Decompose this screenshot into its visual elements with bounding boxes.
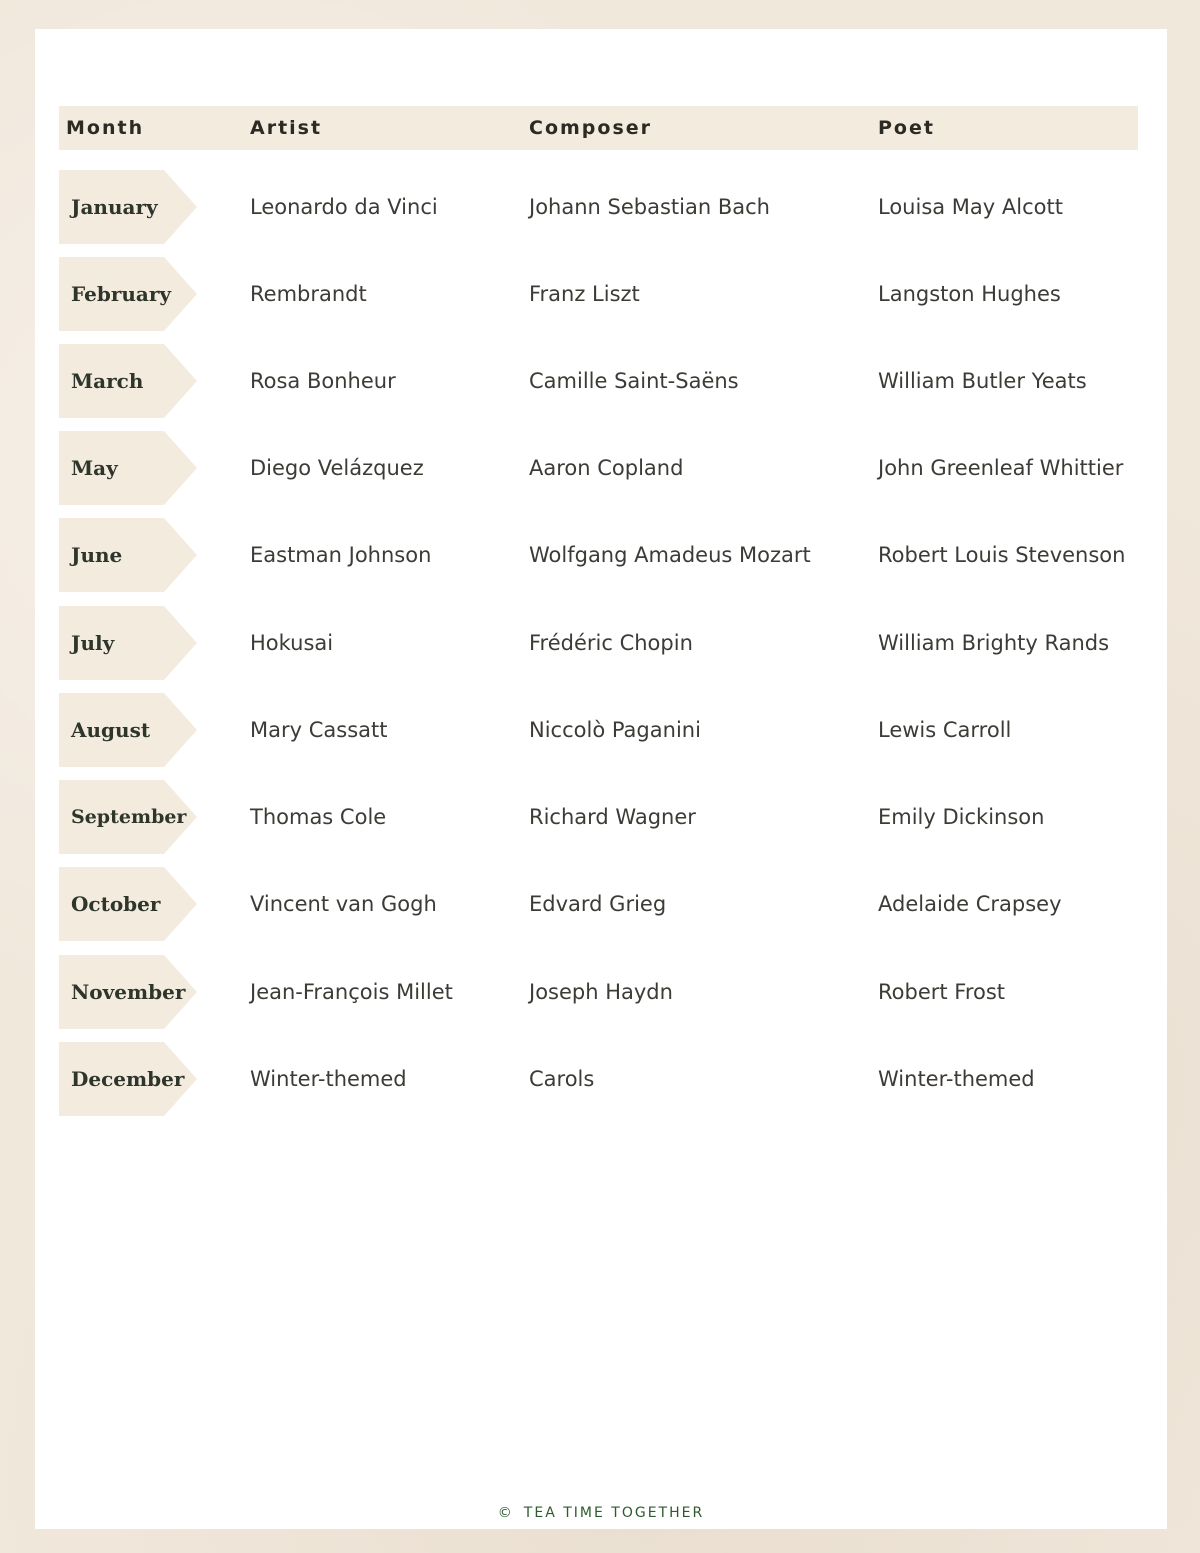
copyright-icon: ©	[497, 1505, 514, 1521]
table-row	[59, 344, 1138, 418]
artist-cell: Leonardo da Vinci	[250, 195, 438, 219]
table-row	[59, 606, 1138, 680]
composer-cell: Aaron Copland	[529, 456, 684, 480]
artist-cell: Vincent van Gogh	[250, 892, 437, 916]
month-label: October	[71, 892, 161, 916]
composer-cell: Camille Saint-Saëns	[529, 369, 739, 393]
table-row	[59, 693, 1138, 767]
header-artist: Artist	[250, 117, 323, 139]
header-composer: Composer	[529, 117, 653, 139]
table-row	[59, 431, 1138, 505]
composer-cell: Joseph Haydn	[529, 980, 673, 1004]
poet-cell: Lewis Carroll	[878, 718, 1012, 742]
month-label: June	[71, 543, 123, 567]
month-label: May	[71, 456, 118, 480]
footer-credit	[35, 1505, 1167, 1521]
month-label: July	[71, 631, 115, 655]
poet-cell: Langston Hughes	[878, 282, 1061, 306]
artist-cell: Rosa Bonheur	[250, 369, 396, 393]
composer-cell: Niccolò Paganini	[529, 718, 701, 742]
artist-cell: Hokusai	[250, 631, 334, 655]
poet-cell: William Brighty Rands	[878, 631, 1110, 655]
month-label: March	[71, 369, 144, 393]
poet-cell: John Greenleaf Whittier	[878, 456, 1124, 480]
composer-cell: Edvard Grieg	[529, 892, 667, 916]
table-row	[59, 170, 1138, 244]
header-month: Month	[66, 117, 145, 139]
composer-cell: Carols	[529, 1067, 595, 1091]
artist-cell: Jean-François Millet	[250, 980, 453, 1004]
footer-brand: TEA TIME TOGETHER	[523, 1505, 705, 1521]
table-row	[59, 867, 1138, 941]
table-row	[59, 955, 1138, 1029]
header-poet: Poet	[878, 117, 935, 139]
artist-cell: Thomas Cole	[250, 805, 387, 829]
month-label: February	[71, 282, 172, 306]
composer-cell: Frédéric Chopin	[529, 631, 693, 655]
composer-cell: Wolfgang Amadeus Mozart	[529, 543, 811, 567]
month-label: November	[71, 980, 186, 1004]
document-sheet	[35, 29, 1167, 1529]
table-row	[59, 1042, 1138, 1116]
artist-cell: Mary Cassatt	[250, 718, 388, 742]
artist-cell: Winter-themed	[250, 1067, 407, 1091]
poet-cell: Robert Frost	[878, 980, 1006, 1004]
artist-cell: Rembrandt	[250, 282, 367, 306]
poet-cell: William Butler Yeats	[878, 369, 1087, 393]
poet-cell: Adelaide Crapsey	[878, 892, 1062, 916]
month-label: December	[71, 1067, 185, 1091]
composer-cell: Franz Liszt	[529, 282, 640, 306]
table-row	[59, 518, 1138, 592]
poet-cell: Emily Dickinson	[878, 805, 1045, 829]
composer-cell: Richard Wagner	[529, 805, 696, 829]
month-label: January	[71, 195, 158, 219]
composer-cell: Johann Sebastian Bach	[529, 195, 770, 219]
artist-cell: Eastman Johnson	[250, 543, 432, 567]
table-row	[59, 780, 1138, 854]
poet-cell: Robert Louis Stevenson	[878, 543, 1126, 567]
artist-cell: Diego Velázquez	[250, 456, 424, 480]
poet-cell: Winter-themed	[878, 1067, 1035, 1091]
month-label: September	[71, 806, 187, 828]
table-row	[59, 257, 1138, 331]
poet-cell: Louisa May Alcott	[878, 195, 1063, 219]
month-label: August	[71, 718, 151, 742]
